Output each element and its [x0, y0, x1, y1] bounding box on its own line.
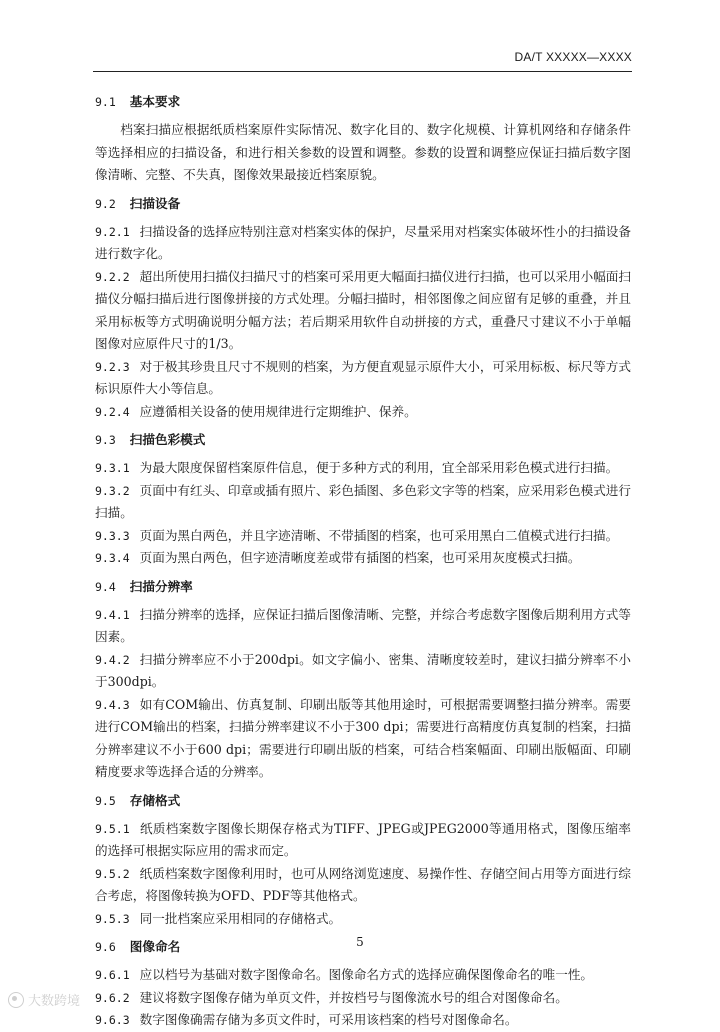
- watermark-text: 大数跨境: [28, 994, 81, 1009]
- clause-item: [95, 525, 631, 548]
- clause-number: 9.3.3: [95, 528, 130, 543]
- clause-number: 9.4.1: [95, 607, 130, 622]
- section-number: 9.6: [95, 940, 116, 954]
- clause-number: 9.3.1: [95, 461, 130, 475]
- section-title: 扫描分辨率: [129, 578, 193, 594]
- clause-number: 9.5.2: [95, 866, 130, 881]
- header-rule: [93, 71, 632, 72]
- clause-number: 9.6.2: [95, 990, 130, 1005]
- clause-item: [95, 863, 631, 908]
- clause-number: 9.3.2: [95, 483, 130, 498]
- clause-item: [95, 457, 631, 480]
- clause-item: [95, 401, 631, 424]
- section-heading: [95, 790, 631, 812]
- section-title: 图像命名: [129, 939, 181, 954]
- clause-text: 应以档号为基础对数字图像命名。图像命名方式的选择应确保图像命名的唯一性。: [139, 967, 593, 982]
- section-heading: [95, 193, 631, 215]
- watermark: [8, 990, 80, 1009]
- clause-text: 同一批档案应采用相同的存储格式。: [139, 910, 342, 926]
- clause-item: [95, 221, 631, 266]
- clause-text: 应遵循相关设备的使用规律进行定期维护、保养。: [139, 403, 417, 419]
- clause-text: 页面为黑白两色，但字迹清晰度差或带有插图的档案，也可采用灰度模式扫描。: [139, 550, 581, 565]
- clause-item: [95, 964, 631, 987]
- clause-item: [95, 694, 631, 784]
- clause-item: [95, 649, 631, 694]
- clause-number: 9.3.4: [95, 551, 130, 565]
- section-paragraph: 档案扫描应根据纸质档案原件实际情况、数字化目的、数字化规模、计算机网络和存储条件等选择相应的扫描设备，和进行相关参数的设置和调整。参数的设置和调整应保证扫描后数字图像清晰、完整、不失真，图像效果最接近档案原貌。: [95, 122, 631, 182]
- section-number: 9.2: [95, 196, 116, 211]
- section-number: 9.1: [95, 95, 116, 109]
- document-body: [95, 85, 631, 1032]
- clause-number: 9.6.1: [95, 968, 130, 982]
- clause-number: 9.4.3: [95, 697, 130, 712]
- section-title: 存储格式: [129, 792, 181, 808]
- clause-text: 为最大限度保留档案原件信息，便于多种方式的利用，宜全部采用彩色模式进行扫描。: [139, 460, 619, 475]
- section-heading: [95, 576, 631, 598]
- clause-text: 如有COM输出、仿真复制、印刷出版等其他用途时，可根据需要调整扫描分辨率。需要进行COM输出的档案，扫描分辨率建议不小于300 dpi；需要进行高精度仿真复制的档案，扫描分辨率建议不小于600 dpi；需要进行印刷出版的档案，可结合档案幅面、印刷出版幅面、印刷精度要求等选择合适的分辨率。: [95, 696, 631, 779]
- clause-item: [95, 1009, 631, 1032]
- clause-item: [95, 604, 631, 649]
- clause-text: 数字图像确需存储为多页文件时，可采用该档案的档号对图像命名。: [139, 1012, 518, 1027]
- section-title: 基本要求: [129, 94, 181, 109]
- clause-text: 纸质档案数字图像长期保存格式为TIFF、JPEG或JPEG2000等通用格式，图像压缩率的选择可根据实际应用的需求而定。: [95, 820, 631, 858]
- clause-number: 9.5.1: [95, 821, 130, 836]
- document-code: DA/T XXXXX—XXXX: [514, 50, 632, 64]
- section-heading: [95, 91, 631, 113]
- section-title: 扫描设备: [129, 195, 181, 211]
- clause-item: [95, 818, 631, 863]
- clause-number: 9.6.3: [95, 1013, 130, 1027]
- clause-item: [95, 266, 631, 356]
- clause-text: 对于极其珍贵且尺寸不规则的档案，为方便直观显示原件大小，可采用标板、标尺等方式标识原件大小等信息。: [95, 358, 631, 396]
- clause-number: 9.5.3: [95, 911, 130, 926]
- clause-text: 超出所使用扫描仪扫描尺寸的档案可采用更大幅面扫描仪进行扫描，也可以采用小幅面扫描仪分幅扫描后进行图像拼接的方式处理。分幅扫描时，相邻图像之间应留有足够的重叠，并且采用标板等方式明确说明分幅方法；若后期采用软件自动拼接的方式，重叠尺寸建议不小于单幅图像对应原件尺寸的1/3。: [95, 268, 631, 351]
- clause-number: 9.2.3: [95, 359, 130, 374]
- section-number: 9.3: [95, 433, 116, 447]
- clause-text: 建议将数字图像存储为单页文件，并按档号与图像流水号的组合对图像命名。: [139, 989, 568, 1005]
- clause-item: [95, 908, 631, 931]
- clause-item: [95, 480, 631, 525]
- clause-text: 扫描分辨率应不小于200dpi。如文字偏小、密集、清晰度较差时，建议扫描分辨率不小于300dpi。: [95, 651, 631, 689]
- page-number: 5: [356, 935, 364, 949]
- clause-text: 扫描分辨率的选择，应保证扫描后图像清晰、完整，并综合考虑数字图像后期利用方式等因素。: [95, 606, 631, 644]
- clause-text: 页面为黑白两色，并且字迹清晰、不带插图的档案，也可采用黑白二值模式进行扫描。: [139, 527, 619, 543]
- watermark-logo-icon: [8, 992, 24, 1008]
- clause-number: 9.4.2: [95, 652, 130, 667]
- section-title: 扫描色彩模式: [129, 432, 206, 447]
- section-number: 9.4: [95, 579, 116, 594]
- clause-number: 9.2.2: [95, 269, 130, 284]
- clause-number: 9.2.1: [95, 224, 130, 239]
- clause-text: 纸质档案数字图像利用时，也可从网络浏览速度、易操作性、存储空间占用等方面进行综合考虑，将图像转换为OFD、PDF等其他格式。: [95, 865, 631, 903]
- section-number: 9.5: [95, 793, 116, 808]
- clause-number: 9.2.4: [95, 404, 130, 419]
- section-heading: [95, 429, 631, 451]
- clause-text: 页面中有红头、印章或插有照片、彩色插图、多色彩文字等的档案，应采用彩色模式进行扫描。: [95, 482, 631, 520]
- clause-item: [95, 356, 631, 401]
- clause-item: [95, 547, 631, 570]
- clause-text: 扫描设备的选择应特别注意对档案实体的保护，尽量采用对档案实体破坏性小的扫描设备进行数字化。: [95, 223, 631, 261]
- clause-item: [95, 987, 631, 1010]
